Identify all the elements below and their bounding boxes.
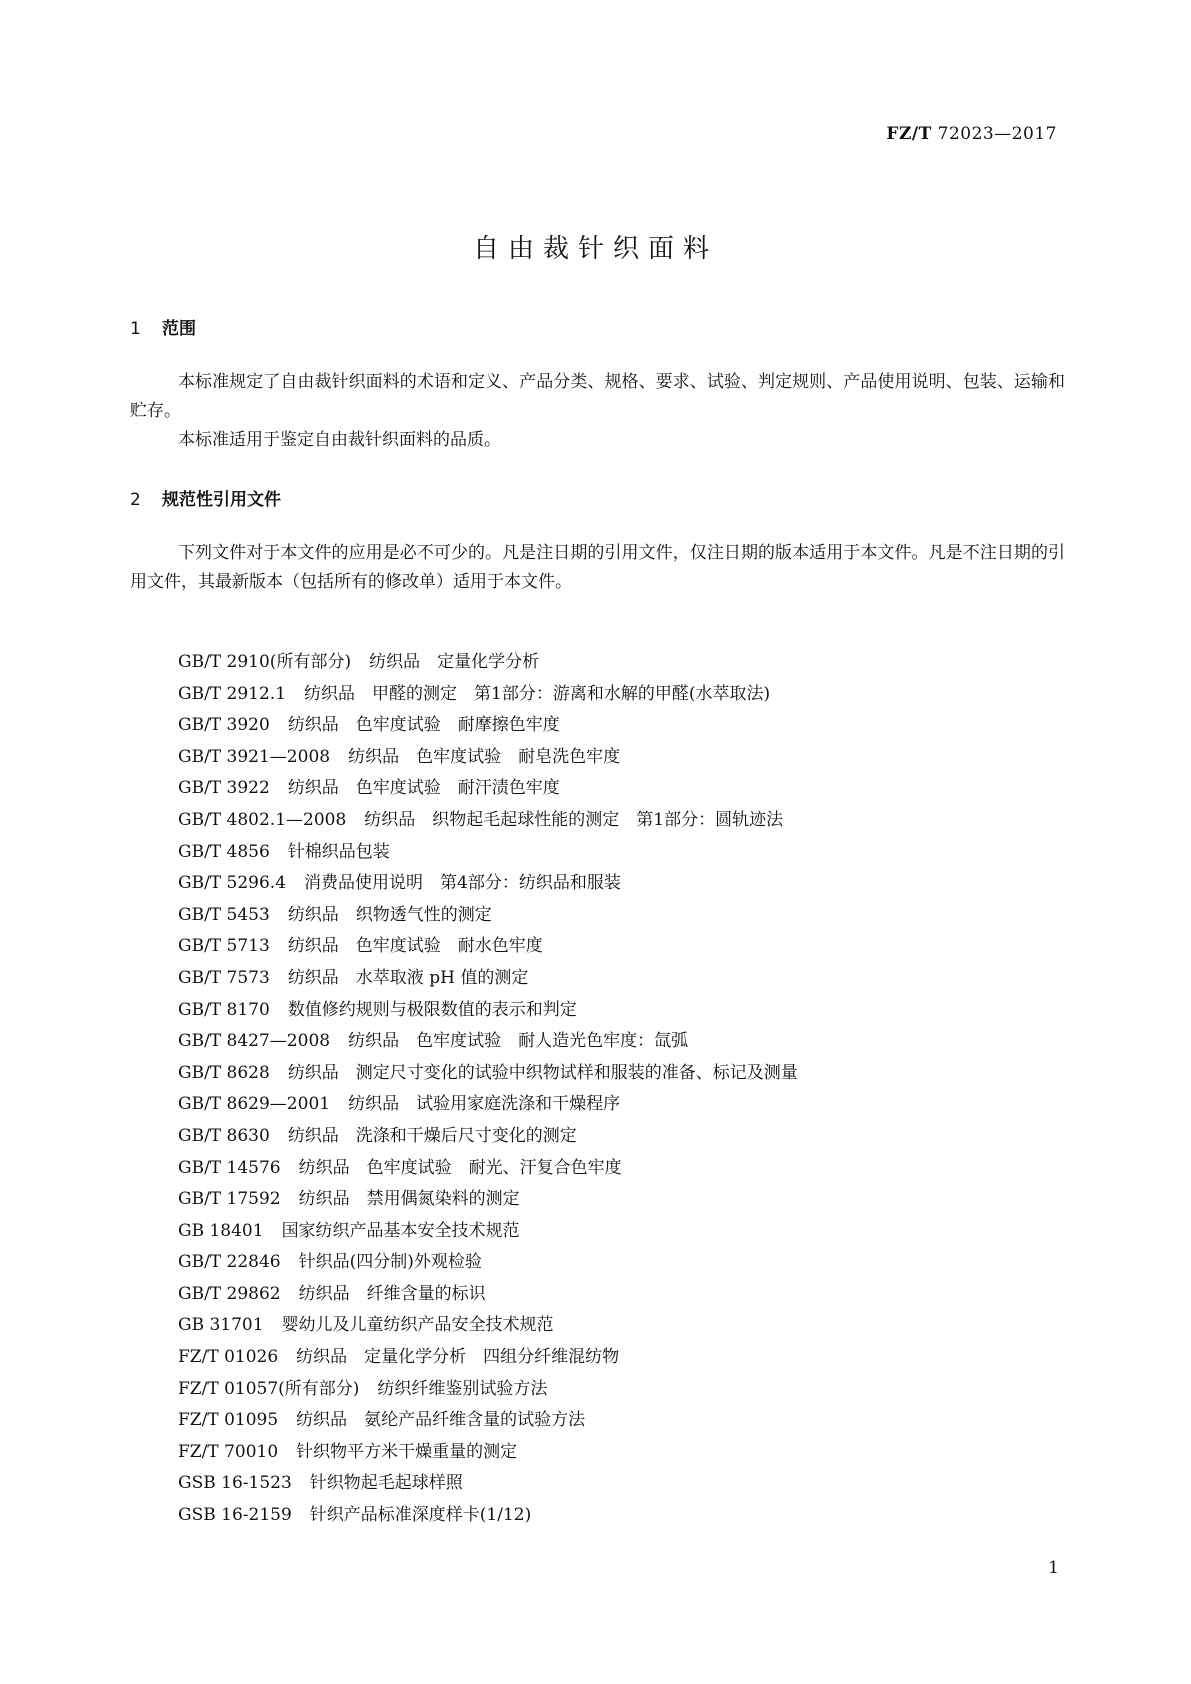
reference-title: 纺织品 色牢度试验 耐摩擦色牢度 — [287, 715, 560, 736]
reference-code: FZ/T 01095 — [178, 1410, 279, 1431]
reference-title: 纺织品 织物透气性的测定 — [287, 904, 492, 925]
reference-code: GB/T 8427—2008 — [178, 1031, 331, 1052]
section-1-heading — [130, 314, 196, 339]
reference-code: GB/T 8630 — [178, 1125, 270, 1146]
standard-code — [886, 124, 1057, 144]
reference-title: 纺织品 定量化学分析 四组分纤维混纺物 — [296, 1347, 620, 1368]
reference-code: GB/T 2912.1 — [178, 683, 287, 704]
reference-item — [178, 1310, 798, 1342]
reference-code: FZ/T 01057(所有部分) — [178, 1378, 360, 1399]
reference-list — [178, 647, 798, 1532]
standard-code-number: 72023—2017 — [937, 124, 1057, 144]
reference-title: 纺织品 色牢度试验 耐汗渍色牢度 — [287, 778, 560, 799]
reference-title: 数值修约规则与极限数值的表示和判定 — [287, 999, 577, 1020]
reference-code: GSB 16-1523 — [178, 1473, 292, 1494]
reference-title: 针织品(四分制)外观检验 — [298, 1252, 482, 1273]
reference-title: 纺织品 测定尺寸变化的试验中织物试样和服装的准备、标记及测量 — [287, 1062, 798, 1083]
section-1-number: 1 — [130, 319, 141, 339]
reference-code: GB/T 5453 — [178, 904, 270, 925]
reference-item — [178, 1184, 798, 1216]
section-1-title: 范围 — [162, 319, 196, 339]
reference-title: 纺织品 色牢度试验 耐光、汗复合色牢度 — [298, 1157, 622, 1178]
reference-code: GB/T 4802.1—2008 — [178, 809, 347, 830]
reference-title: 纺织品 织物起毛起球性能的测定 第1部分：圆轨迹法 — [364, 809, 784, 830]
reference-title: 纺织品 禁用偶氮染料的测定 — [298, 1189, 520, 1210]
reference-title: 纺织品 色牢度试验 耐水色牢度 — [287, 936, 543, 957]
reference-code: GB/T 14576 — [178, 1157, 281, 1178]
reference-item — [178, 963, 798, 995]
reference-code: GB/T 22846 — [178, 1252, 281, 1273]
reference-title: 纺织品 氨纶产品纤维含量的试验方法 — [296, 1410, 586, 1431]
reference-code: GB/T 5296.4 — [178, 873, 287, 894]
reference-code: GB/T 17592 — [178, 1189, 281, 1210]
reference-item — [178, 1437, 798, 1469]
reference-title: 纺织品 色牢度试验 耐皂洗色牢度 — [348, 746, 621, 767]
reference-code: GB/T 7573 — [178, 967, 270, 988]
reference-title: 纺织纤维鉴别试验方法 — [377, 1378, 548, 1399]
reference-code: FZ/T 01026 — [178, 1347, 279, 1368]
reference-item — [178, 1405, 798, 1437]
reference-item — [178, 742, 798, 774]
reference-code: GB/T 3920 — [178, 715, 270, 736]
reference-title: 纺织品 水萃取液 pH 值的测定 — [287, 967, 529, 988]
reference-item — [178, 1153, 798, 1185]
reference-item — [178, 1121, 798, 1153]
reference-item — [178, 1279, 798, 1311]
reference-item — [178, 837, 798, 869]
reference-item — [178, 931, 798, 963]
reference-item — [178, 1026, 798, 1058]
reference-item — [178, 773, 798, 805]
reference-code: GB/T 29862 — [178, 1283, 281, 1304]
reference-code: GB/T 3922 — [178, 778, 270, 799]
reference-item — [178, 710, 798, 742]
reference-title: 针织产品标准深度样卡(1/12) — [309, 1505, 532, 1526]
reference-title: 纺织品 试验用家庭洗涤和干燥程序 — [348, 1094, 621, 1115]
reference-item — [178, 995, 798, 1027]
section-1-paragraph-1: 本标准规定了自由裁针织面料的术语和定义、产品分类、规格、要求、试验、判定规则、产品使用说明、包装、运输和贮存。 — [130, 372, 1065, 421]
reference-item — [178, 868, 798, 900]
reference-item — [178, 1342, 798, 1374]
reference-code: GB/T 3921—2008 — [178, 746, 331, 767]
reference-item — [178, 1500, 798, 1532]
reference-code: GSB 16-2159 — [178, 1505, 292, 1526]
reference-title: 婴幼儿及儿童纺织产品安全技术规范 — [281, 1315, 554, 1336]
reference-title: 针棉织品包装 — [287, 841, 390, 862]
reference-title: 消费品使用说明 第4部分：纺织品和服装 — [304, 873, 621, 894]
reference-title: 纺织品 甲醛的测定 第1部分：游离和水解的甲醛(水萃取法) — [304, 683, 771, 704]
section-1-paragraph-2: 本标准适用于鉴定自由裁针织面料的品质。 — [178, 430, 501, 450]
reference-code: GB/T 8628 — [178, 1062, 270, 1083]
reference-item — [178, 1089, 798, 1121]
reference-code: GB/T 8629—2001 — [178, 1094, 331, 1115]
reference-title: 纺织品 洗涤和干燥后尺寸变化的测定 — [287, 1125, 577, 1146]
reference-item — [178, 900, 798, 932]
document-title: 自由裁针织面料 — [472, 234, 718, 264]
reference-code: GB/T 2910(所有部分) — [178, 652, 352, 672]
reference-title: 纺织品 纤维含量的标识 — [298, 1283, 486, 1304]
reference-item — [178, 1247, 798, 1279]
reference-item — [178, 1374, 798, 1406]
section-2-heading — [130, 485, 281, 510]
reference-code: GB 18401 — [178, 1220, 264, 1241]
reference-item — [178, 1468, 798, 1500]
reference-code: GB/T 5713 — [178, 936, 270, 957]
reference-code: GB/T 4856 — [178, 841, 270, 862]
reference-title: 纺织品 色牢度试验 耐人造光色牢度：氙弧 — [348, 1031, 689, 1052]
reference-code: GB/T 8170 — [178, 999, 270, 1020]
reference-code: FZ/T 70010 — [178, 1441, 279, 1462]
reference-item — [178, 805, 798, 837]
section-2-title: 规范性引用文件 — [162, 490, 281, 510]
reference-item — [178, 647, 798, 679]
section-2-number: 2 — [130, 490, 141, 510]
page-number: 1 — [1048, 1558, 1059, 1578]
reference-title: 针织物平方米干燥重量的测定 — [296, 1441, 518, 1462]
reference-code: GB 31701 — [178, 1315, 264, 1336]
reference-title: 纺织品 定量化学分析 — [369, 652, 540, 672]
reference-title: 国家纺织产品基本安全技术规范 — [281, 1220, 520, 1241]
reference-item — [178, 1058, 798, 1090]
reference-item — [178, 1216, 798, 1248]
standard-code-prefix: FZ/T — [886, 124, 932, 144]
reference-title: 针织物起毛起球样照 — [309, 1473, 463, 1494]
reference-item — [178, 679, 798, 711]
section-2-intro: 下列文件对于本文件的应用是必不可少的。凡是注日期的引用文件，仅注日期的版本适用于本文件。凡是不注日期的引用文件，其最新版本（包括所有的修改单）适用于本文件。 — [130, 543, 1065, 592]
